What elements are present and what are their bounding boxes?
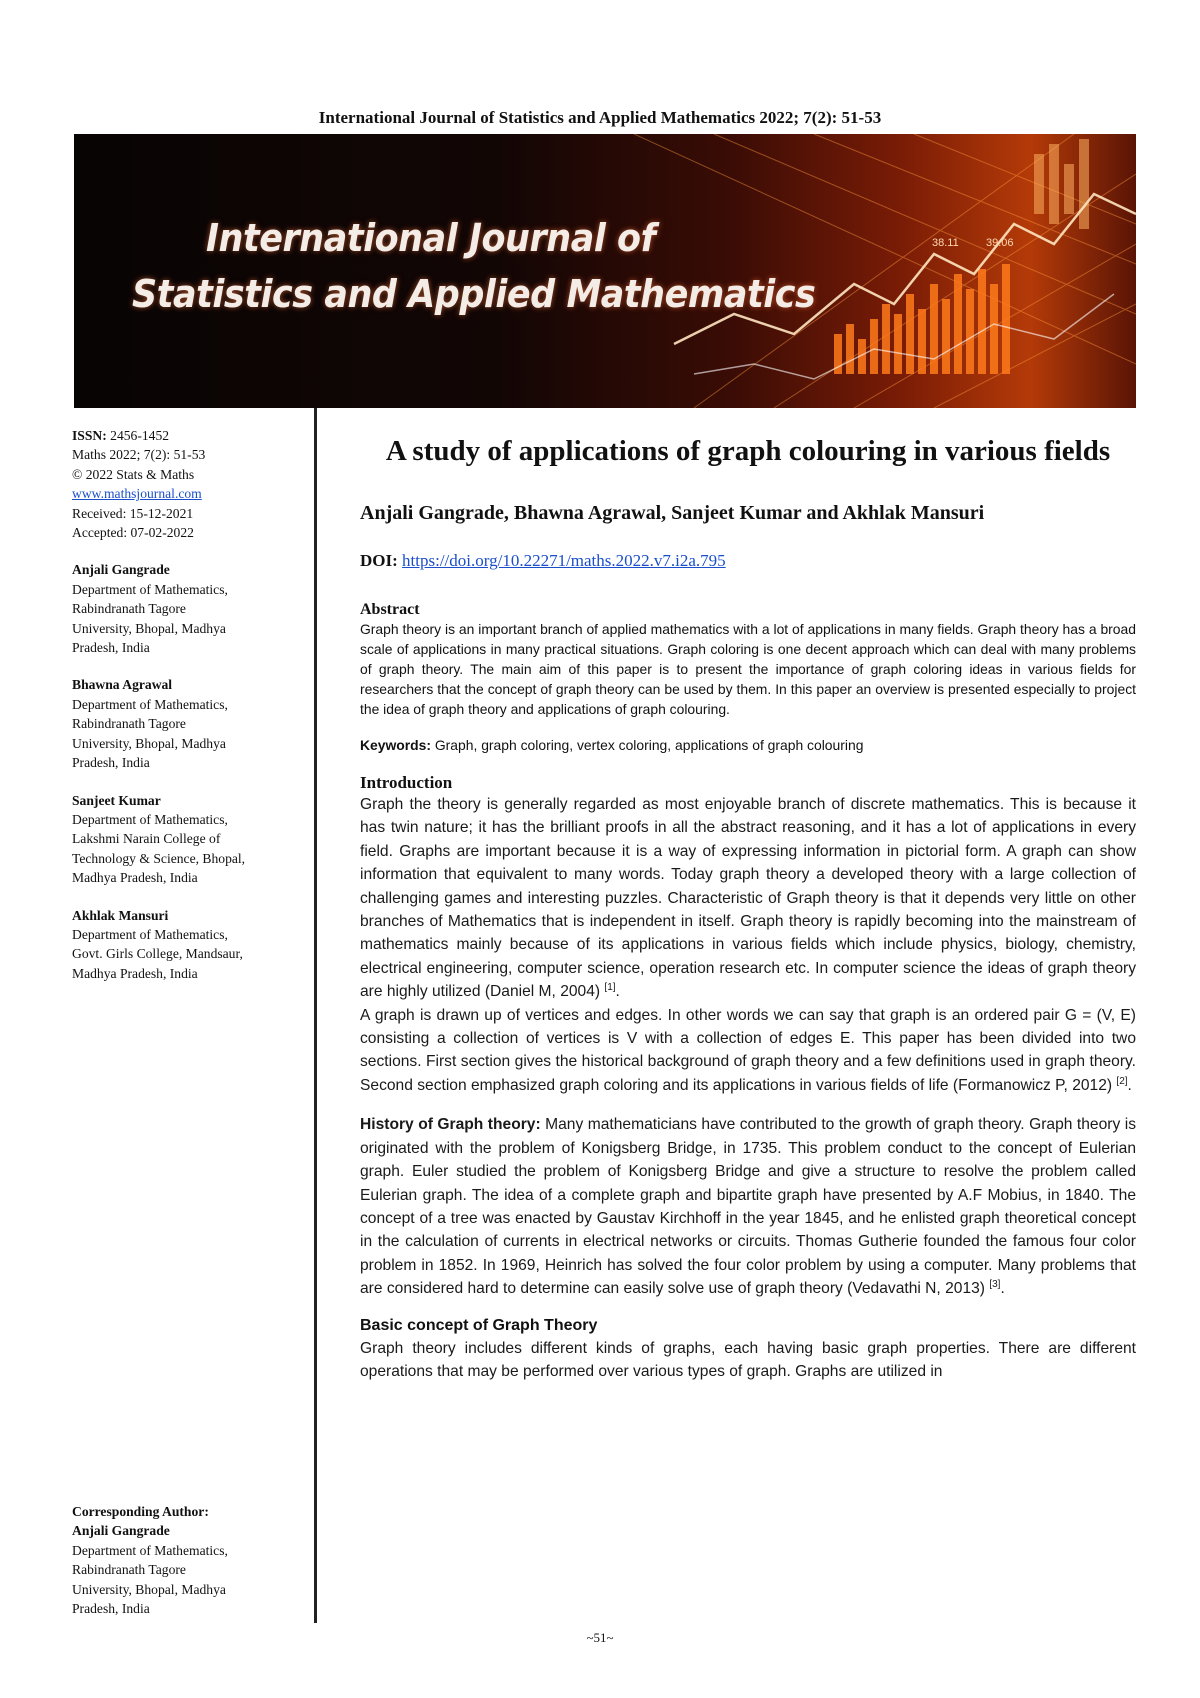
column-divider [314,408,317,1623]
affiliation-line: Department of Mathematics, [72,1542,228,1558]
author-affiliation-2 [72,675,302,772]
page-number: ~51~ [586,1630,614,1645]
affiliation-line: University, Bhopal, Madhya [72,735,226,751]
accepted-date: Accepted: 07-02-2022 [72,525,194,541]
journal-banner [74,134,1136,408]
affiliation-line: Department of Mathematics, [72,811,228,827]
citation-ref-2: [2] [1116,1075,1128,1087]
affiliation-line: Madhya Pradesh, India [72,870,198,886]
doi-line [360,551,1136,571]
intro-paragraph-1-text: Graph the theory is generally regarded as most enjoyable branch of discrete mathematics. This is because it has twin nature; it has the brilliant proofs in all the abstract reasoning, and it has a lot of applications in every field. Graphs are important because it is a way of expressing information in pictorial form. A graph can show information that equivalent to many words. Today graph theory a developed theory with a large collection of challenging games and interesting puzzles. Characteristic of Graph theory is that it depends very little on other branches of Mathematics that is independent in itself. Graph theory is rapidly becoming into the mainstream of mathematics mainly because of its applications in various fields which include physics, biology, chemistry, electrical engineering, computer science, operation research etc. In computer science the ideas of graph theory are highly utilized (Daniel M, 2004) [360,796,1136,1001]
history-paragraph: History of Graph theory: Many mathematicians have contributed to the growth of graph theory. Graph theory is originated with the problem of Konigsberg Bridge, in 1735. This problem conduct to the concept of Eulerian graph. Euler studied the problem of Konigsberg Bridge and give a structure to resolve the problem called Eulerian graph. The idea of a complete graph and bipartite graph have presented by A.F Mobius, in 1840. The concept of a tree was enacted by Gaustav Kirchhoff in the year 1845, and he enlisted graph theoretical concept in the calculation of currents in electrical networks or circuits. Thomas Gutherie founded the famous four color problem in 1852. In 1969, Heinrich has solved the four color problem by using a computer. Many problems that are considered hard to determine can easily solve use of graph theory (Vedavathi N, 2013) [3]. [360,1116,1137,1298]
issn-line [72,426,302,445]
banner-title-line-2: Statistics and Applied Mathematics [132,272,816,316]
author-name: Bhawna Agrawal [72,677,173,693]
corresponding-label: Corresponding Author: [72,1504,209,1519]
maths-line: Maths 2022; 7(2): 51-53 [72,447,206,463]
affiliation-line: Department of Mathematics, [72,926,228,942]
intro-paragraph-2-text: A graph is drawn up of vertices and edges. In other words we can say that graph is an ordered pair G = (V, E) consisting a collection of vertices is V with a collection of edges E. This paper has been divided into two sections. First section gives the historical background of graph theory and a few definitions used in graph theory. Second section emphasized graph coloring and its applications in various fields of life (Formanowicz P, 2012) [360,1006,1136,1094]
corresponding-author [72,1502,302,1618]
keywords-line [360,735,1136,755]
abstract-heading: Abstract [360,601,420,618]
basic-concept-heading: Basic concept of Graph Theory [360,1316,598,1334]
article-body [360,432,1136,1383]
introduction-heading: Introduction [360,773,453,792]
affiliation-line: Rabindranath Tagore [72,1562,186,1578]
running-head: International Journal of Statistics and Applied Mathematics 2022; 7(2): 51-53 [318,108,882,127]
keywords-text: Graph, graph coloring, vertex coloring, applications of graph colouring [431,737,864,753]
affiliation-line: Pradesh, India [72,1601,150,1617]
banner-chart-label-2: 39.06 [986,237,1014,249]
citation-ref-3: [3] [989,1278,1001,1290]
affiliation-line: Rabindranath Tagore [72,601,186,617]
intro-paragraph-2: A graph is drawn up of vertices and edges. In other words we can say that graph is an ordered pair G = (V, E) consisting a collection of vertices is V with a collection of edges E. This paper has been divided into two sections. First section gives the historical background of graph theory and a few definitions used in graph theory. Second section emphasized graph coloring and its applications in various fields of life (Formanowicz P, 2012) [2]. [360,1006,1136,1094]
affiliation-line: Madhya Pradesh, India [72,965,198,981]
doi-label: DOI: [360,551,398,570]
copyright-line: © 2022 Stats & Maths [72,466,195,482]
issn-value: 2456-1452 [106,428,170,443]
article-authors: Anjali Gangrade, Bhawna Agrawal, Sanjeet Kumar and Akhlak Mansuri [360,502,985,524]
author-affiliation-4 [72,906,302,984]
affiliation-line: Pradesh, India [72,640,150,656]
banner-title-line-1: International Journal of [206,216,656,260]
affiliation-line: Rabindranath Tagore [72,716,186,732]
author-name: Anjali Gangrade [72,562,170,578]
history-heading: History of Graph theory: [360,1116,541,1134]
keywords-label: Keywords: [360,737,432,753]
affiliation-line: Technology & Science, Bhopal, [72,850,246,866]
history-text: Many mathematicians have contributed to the growth of graph theory. Graph theory is originated with the problem of Konigsberg Bridge, in 1735. This problem conduct to the concept of Eulerian graph. Euler studied the problem of Konigsberg Bridge and give a structure to resolve the problem called Eulerian graph. The idea of a complete graph and bipartite graph have presented by A.F Mobius, in 1840. The concept of a tree was enacted by Gaustav Kirchhoff in the year 1845, and he enlisted graph theoretical concept in the calculation of currents in electrical networks or circuits. Thomas Gutherie founded the famous four color problem in 1852. In 1969, Heinrich has solved the four color problem by using a computer. Many problems that are considered hard to determine can easily solve use of graph theory (Vedavathi N, 2013) [360,1116,1137,1298]
affiliation-line: Govt. Girls College, Mandsaur, [72,946,243,962]
author-name: Sanjeet Kumar [72,792,161,808]
banner-artwork [74,134,1136,408]
sidebar-metadata [72,426,302,983]
author-name: Akhlak Mansuri [72,907,169,923]
article-title: A study of applications of graph colouring in various fields [385,435,1111,467]
basic-concept-paragraph: Graph theory includes different kinds of graphs, each having basic graph properties. There are different operations that may be performed over various types of graph. Graphs are utilized in [360,1339,1136,1380]
doi-link[interactable]: https://doi.org/10.22271/maths.2022.v7.i2a.795 [402,551,726,570]
corresponding-name: Anjali Gangrade [72,1523,170,1539]
affiliation-line: Department of Mathematics, [72,696,228,712]
author-affiliation-3 [72,791,302,888]
intro-paragraph-1: Graph the theory is generally regarded as most enjoyable branch of discrete mathematics. This is because it has twin nature; it has the brilliant proofs in all the abstract reasoning, and it has a lot of applications in every field. Graphs are important because it is a way of expressing information in pictorial form. A graph can show information that equivalent to many words. Today graph theory a developed theory with a large collection of challenging games and interesting puzzles. Characteristic of Graph theory is that it depends very little on other branches of Mathematics that is independent in itself. Graph theory is rapidly becoming into the mainstream of mathematics mainly because of its applications in various fields which include physics, biology, chemistry, electrical engineering, computer science, operation research etc. In computer science the ideas of graph theory are highly utilized (Daniel M, 2004) [1]. [360,796,1136,1001]
issn-label: ISSN: [72,428,107,443]
affiliation-line: Pradesh, India [72,755,150,771]
website-link[interactable]: www.mathsjournal.com [72,486,202,502]
author-affiliation-1 [72,560,302,657]
received-date: Received: 15-12-2021 [72,505,194,521]
affiliation-line: Department of Mathematics, [72,581,228,597]
affiliation-line: University, Bhopal, Madhya [72,1581,226,1597]
affiliation-line: Lakshmi Narain College of [72,831,221,847]
affiliation-line: University, Bhopal, Madhya [72,620,226,636]
citation-ref-1: [1] [604,982,616,994]
banner-chart-label-1: 38.11 [932,237,959,249]
abstract-text: Graph theory is an important branch of applied mathematics with a lot of applications in many fields. Graph theory has a broad scale of applications in many practical situations. Graph coloring is one decent approach which can deal with many problems of graph theory. The main aim of this paper is to present the importance of graph coloring ideas in various fields for researchers that the concept of graph theory can be used by them. In this paper an overview is presented especially to project the idea of graph theory and applications of graph colouring. [360,621,1136,717]
